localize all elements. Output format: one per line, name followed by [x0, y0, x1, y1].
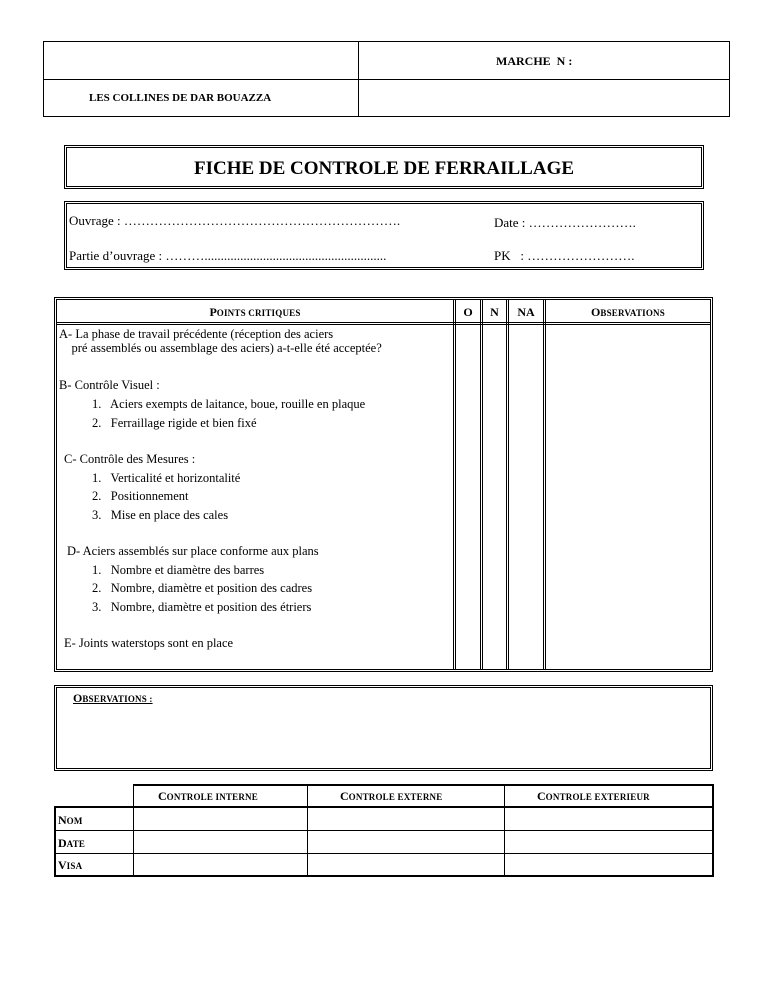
header-divider-horizontal: [44, 79, 729, 80]
title-box: [64, 145, 704, 189]
observations-box[interactable]: [54, 685, 713, 771]
col-divider-na: [506, 300, 509, 669]
row-label-visa: VISA: [58, 858, 83, 872]
header-o: O: [463, 305, 473, 319]
sig-bottom-border: [54, 875, 714, 877]
signature-table: [54, 784, 714, 877]
col-divider-observations: [543, 300, 546, 669]
point-c-item-1: 1. Verticalité et horizontalité: [92, 471, 241, 485]
point-d-item-3: 3. Nombre, diamètre et position des étriers: [92, 600, 312, 614]
point-d-heading: D- Aciers assemblés sur place conforme aux plans: [67, 544, 319, 558]
row-label-date: DATE: [58, 836, 86, 850]
header-table: [43, 41, 730, 117]
sig-header-divider: [54, 806, 714, 808]
col-divider-o: [453, 300, 456, 669]
sig-row-divider-1: [54, 830, 714, 831]
header-controle-exterieur: CONTROLE EXTERIEUR: [537, 789, 650, 803]
sig-row-divider-2: [54, 853, 714, 854]
checklist-header-divider: [57, 322, 710, 325]
point-c-heading: C- Contrôle des Mesures :: [64, 452, 196, 466]
point-b-item-2: 2. Ferraillage rigide et bien fixé: [92, 416, 257, 430]
sig-col-divider-2: [307, 784, 308, 877]
project-name: LES COLLINES DE DAR BOUAZZA: [89, 92, 272, 104]
header-na: NA: [517, 305, 535, 319]
pk-field[interactable]: PK : …………………….: [494, 248, 635, 263]
marche-number-label: MARCHE N :: [496, 54, 573, 68]
point-b-heading: B- Contrôle Visuel :: [59, 378, 160, 392]
header-points-critiques: POINTS CRITIQUES: [209, 305, 301, 319]
observations-label: OBSERVATIONS :: [73, 691, 153, 705]
point-b-item-1: 1. Aciers exempts de laitance, boue, rouille en plaque: [92, 397, 366, 411]
point-a-line-2: pré assemblés ou assemblage des aciers) a-t-elle été acceptée?: [59, 341, 382, 355]
header-controle-interne: CONTROLE INTERNE: [158, 789, 258, 803]
point-c-item-2: 2. Positionnement: [92, 489, 189, 503]
col-divider-n: [480, 300, 483, 669]
point-d-item-2: 2. Nombre, diamètre et position des cadres: [92, 581, 313, 595]
point-e-heading: E- Joints waterstops sont en place: [64, 636, 234, 650]
header-n: N: [490, 305, 499, 319]
ouvrage-field[interactable]: Ouvrage : ……………………………………………………….: [69, 213, 401, 228]
sig-col-divider-3: [504, 784, 505, 877]
header-observations: OBSERVATIONS: [591, 305, 665, 319]
row-label-nom: NOM: [58, 813, 83, 827]
info-box: [64, 201, 704, 270]
header-controle-externe: CONTROLE EXTERNE: [340, 789, 443, 803]
date-field[interactable]: Date : …………………….: [494, 215, 636, 230]
point-c-item-3: 3. Mise en place des cales: [92, 508, 229, 522]
sig-left-border: [54, 806, 56, 877]
sig-top-border: [134, 784, 714, 786]
sig-right-border: [712, 784, 714, 877]
point-d-item-1: 1. Nombre et diamètre des barres: [92, 563, 265, 577]
point-a-line-1: A- La phase de travail précédente (réception des aciers: [59, 327, 334, 341]
page-title: FICHE DE CONTROLE DE FERRAILLAGE: [193, 158, 575, 179]
partie-ouvrage-field[interactable]: Partie d’ouvrage : ………........................................................: [69, 248, 387, 263]
checklist-table: [54, 297, 713, 672]
sig-col-divider-1: [133, 784, 134, 877]
